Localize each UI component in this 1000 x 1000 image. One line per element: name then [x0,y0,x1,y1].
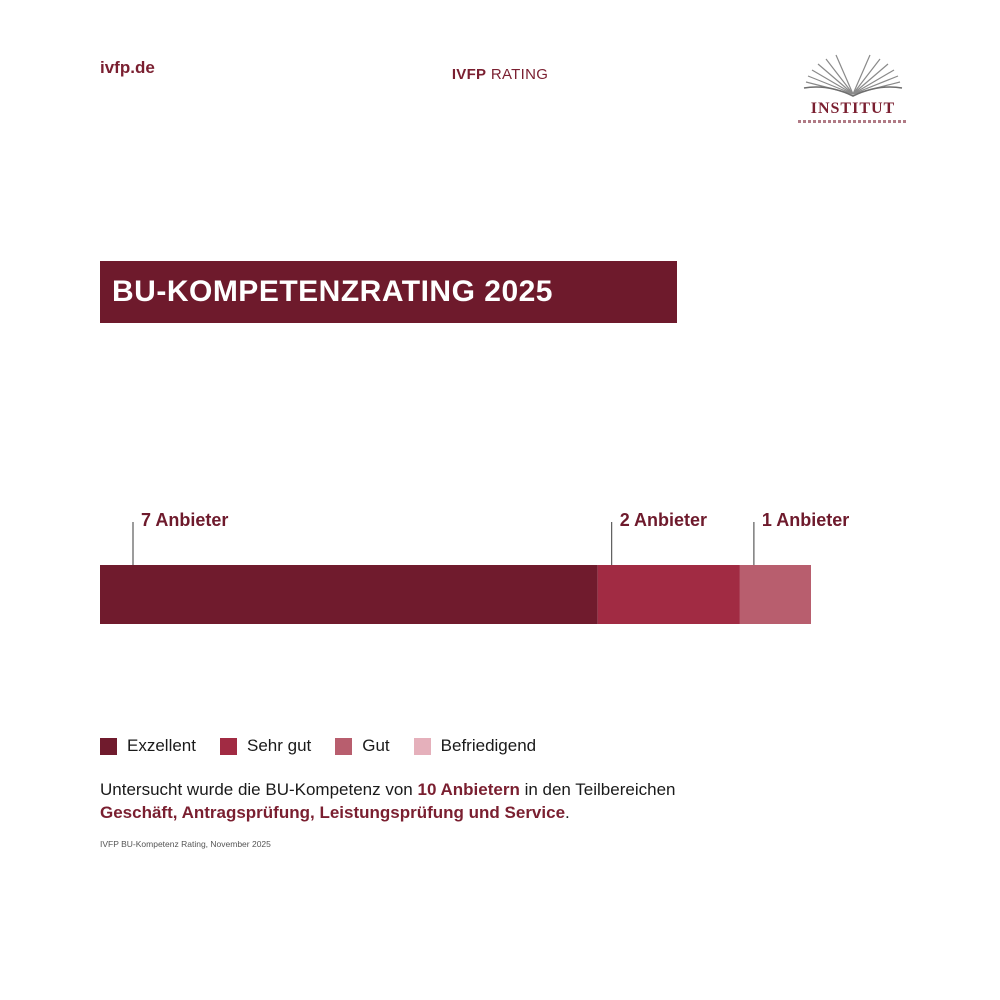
legend-label: Sehr gut [246,736,312,755]
bar-segment-sehr-gut [598,565,740,624]
legend-label: Befriedigend [440,736,537,755]
description-part-1: Untersucht wurde die BU-Kompetenz von [100,780,418,799]
logo-subtext [798,120,908,123]
legend-label: Exzellent [127,736,196,755]
legend-label: Gut [362,736,390,755]
legend-item-exzellent [100,736,196,756]
bar-segment-exzellent [100,565,598,624]
data-label-0: 7 Anbieter [141,510,229,530]
description-highlight-areas: Geschäft, Antragsprüfung, Leistungsprüfung und Service [100,803,566,822]
rating-header-text: RATING [486,66,549,83]
title-banner [100,261,677,323]
source-note: IVFP BU-Kompetenz Rating, November 2025 [100,839,271,849]
open-book-icon [798,52,908,98]
chart-legend [100,736,560,756]
site-url: ivfp.de [100,58,155,77]
data-label-2: 1 Anbieter [761,510,850,530]
stacked-bar-chart [0,490,1000,650]
legend-item-sehr-gut [220,736,311,756]
institut-logo [798,52,908,126]
legend-item-gut [335,736,389,756]
legend-item-befriedigend [414,736,536,756]
page-title: BU-KOMPETENZRATING 2025 [112,275,553,308]
logo-wordmark: INSTITUT [810,100,896,117]
legend-swatch [335,738,352,755]
rating-header-brand: IVFP [451,66,487,83]
description-part-2: in den Teilbereichen [519,780,676,799]
description-part-3: . [565,803,570,822]
data-label-1: 2 Anbieter [619,510,708,530]
description [100,778,900,824]
legend-swatch [100,738,117,755]
legend-swatch [414,738,431,755]
bar-segment-gut [740,565,811,624]
legend-swatch [220,738,237,755]
description-highlight-count: 10 Anbietern [417,780,520,799]
